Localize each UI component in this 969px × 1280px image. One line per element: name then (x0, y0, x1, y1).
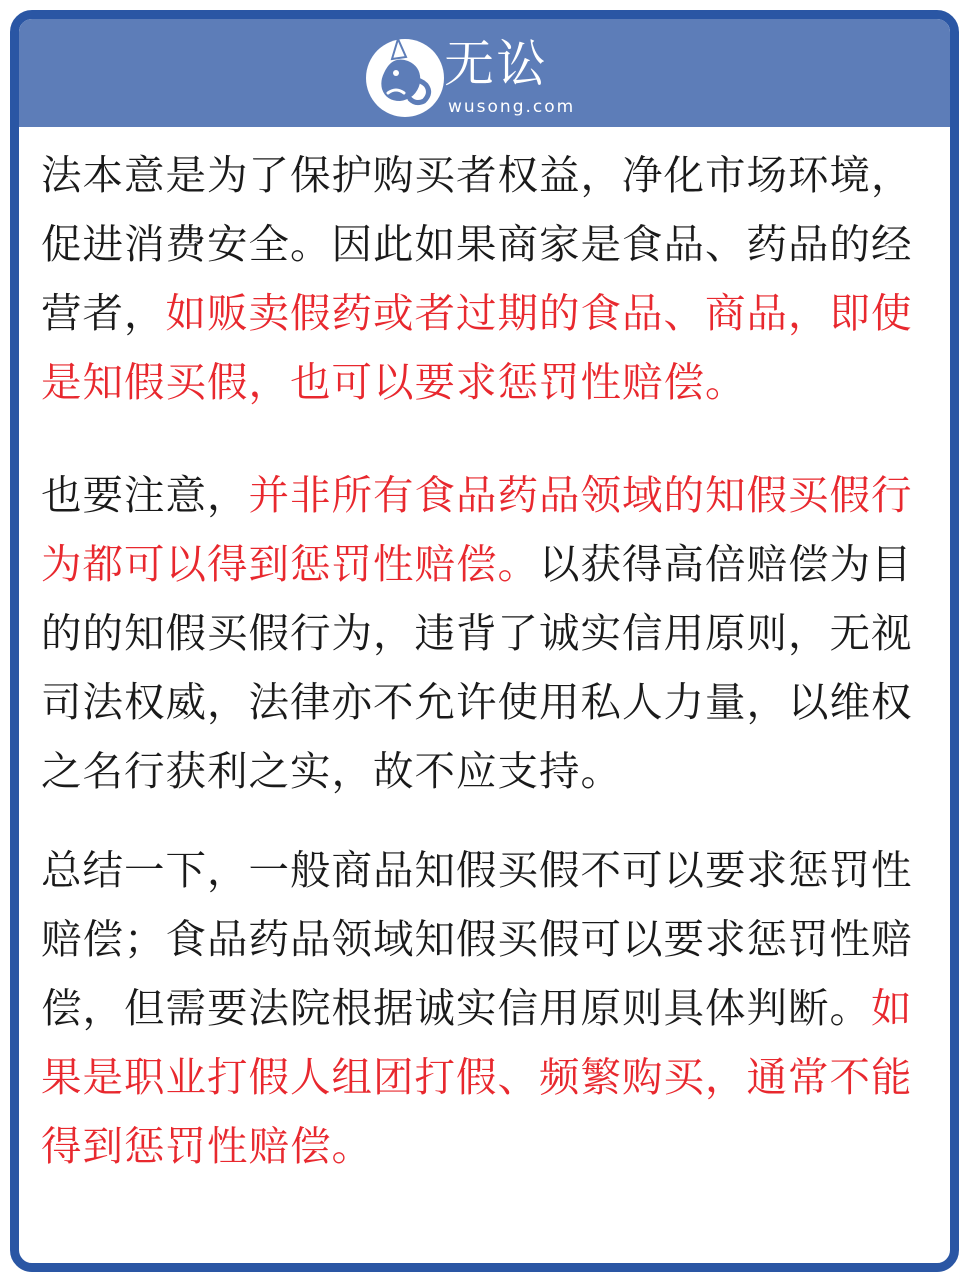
paragraph-2 (41, 461, 945, 806)
paragraph-1 (41, 141, 945, 417)
highlighted-text: 如贩卖假药或者过期的食品、商品，即使是知假买假，也可以要求惩罚性赔偿。 (41, 289, 913, 406)
text-segment: 以获得高倍赔偿为目的的知假买假行为，违背了诚实信用原则，无视司法权威，法律亦不允许使用私人力量，以维权之名行获利之实，故不应支持。 (41, 540, 913, 795)
paragraph-3 (41, 836, 945, 1181)
article-body (41, 141, 945, 1181)
brand-name: 无讼 (444, 35, 548, 93)
text-segment: 总结一下，一般商品知假买假不可以要求惩罚性赔偿；食品药品领域知假买假可以要求惩罚性赔偿，但需要法院根据诚实信用原则具体判断。 (41, 846, 913, 1032)
text-segment: 也要注意， (41, 471, 249, 519)
highlighted-text: 并非所有食品药品领域的知假买假行为都可以得到惩罚性赔偿。 (41, 471, 913, 588)
fox-emblem-icon (362, 33, 448, 119)
highlighted-text: 如果是职业打假人组团打假、频繁购买，通常不能得到惩罚性赔偿。 (41, 984, 913, 1170)
card-frame (10, 10, 959, 1272)
brand-header (19, 19, 950, 127)
brand-domain: wusong.com (448, 97, 576, 117)
brand-logo (362, 27, 576, 123)
text-segment: 法本意是为了保护购买者权益，净化市场环境，促进消费安全。因此如果商家是食品、药品的经营者， (41, 151, 913, 337)
